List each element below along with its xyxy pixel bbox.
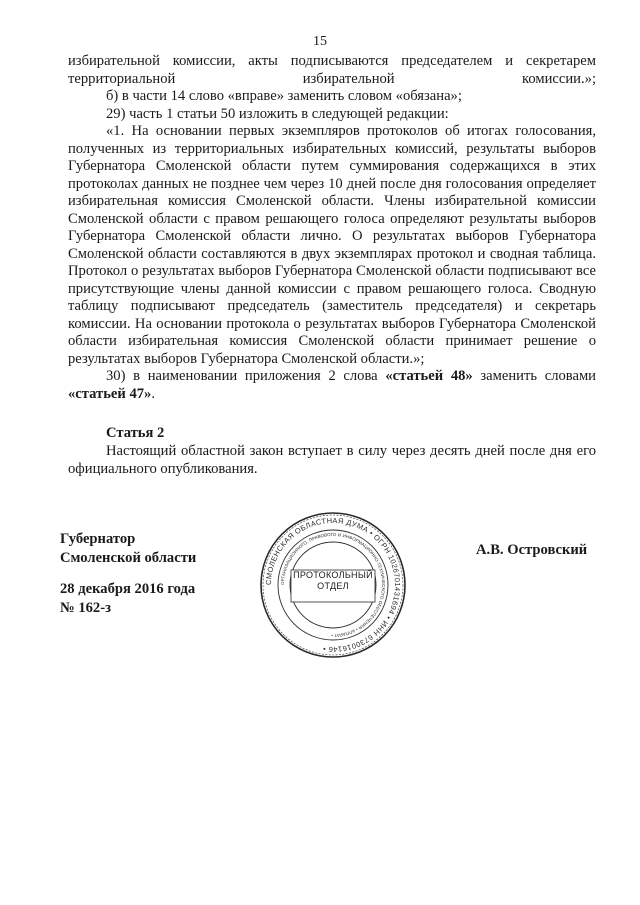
article-title: Статья 2	[106, 425, 165, 441]
paragraph-5-quote-new: «статьей 47»	[68, 385, 152, 402]
paragraph-2: б) в части 14 слово «вправе» заменить словом «обязана»;	[106, 88, 462, 104]
law-number: № 162-з	[60, 600, 111, 616]
seal-inner-ring-text: ОРГАНИЗАЦИОННОГО, ПРАВОВОГО И ИНФОРМАЦИОННО-ТЕХНИЧЕСКОГО ОБЕСПЕЧЕНИЯ • АППАРАТ •	[279, 531, 387, 639]
law-date-number	[60, 580, 195, 618]
paragraph-5-text-a: 30) в наименовании приложения 2 слова	[106, 368, 386, 384]
paragraph-5	[68, 368, 596, 403]
article-text: Настоящий областной закон вступает в силу через десять дней после дня его официального опубликования.	[68, 443, 596, 477]
signatory-position-line-2: Смоленской области	[60, 550, 197, 566]
seal-center-line-2: ОТДЕЛ	[317, 581, 349, 591]
signatory-name: А.В. Островский	[476, 542, 588, 558]
seal-center-label	[287, 570, 379, 592]
signatory-position	[60, 530, 196, 568]
seal-outer-ring-text: СМОЛЕНСКАЯ ОБЛАСТНАЯ ДУМА • ОГРН 1026701431694 • ИНН 6730016146 •	[263, 515, 403, 655]
paragraph-5-text-c: .	[151, 385, 156, 402]
amendment-text	[68, 53, 596, 403]
paragraph-5-quote-old: «статьей 48»	[385, 368, 473, 384]
paragraph-4: «1. На основании первых экземпляров протоколов об итогах голосования, полученных из территориальных избирательных комиссий, результаты выборов Губернатора Смоленской области путем суммирования содержащихся в этих протоколах данных не позднее чем через 10 дней после дня голосования определяет избирательная комиссия Смоленской области. Члены избирательной комиссии Смоленской области с правом решающего голоса определяют результаты выборов Губернатора Смоленской области лично. О результатах выборов Губернатора Смоленской области составляются в двух экземплярах протокол и сводная таблица. Протокол о результатах выборов Губернатора Смоленской области подписывают все присутствующие члены данной комиссии с правом решающего голоса. Сводную таблицу подписывают председатель (заместитель председателя) и секретарь комиссии. На основании протокола о результатах выборов Губернатора Смоленской области избирательная комиссия Смоленской области принимает решение о результатах выборов Губернатора Смоленской области.»;	[68, 123, 596, 367]
page-number: 15	[313, 34, 327, 49]
law-date: 28 декабря 2016 года	[60, 581, 196, 597]
seal-center-line-1: ПРОТОКОЛЬНЫЙ	[293, 570, 373, 580]
paragraph-3: 29) часть 1 статьи 50 изложить в следующей редакции:	[106, 105, 449, 122]
paragraph-5-text-b: заменить словами	[472, 368, 596, 384]
paragraph-1: избирательной комиссии, акты подписываются председателем и секретарем территориальной избирательной комиссии.»;	[68, 53, 596, 87]
signatory-position-line-1: Губернатор	[60, 531, 136, 547]
